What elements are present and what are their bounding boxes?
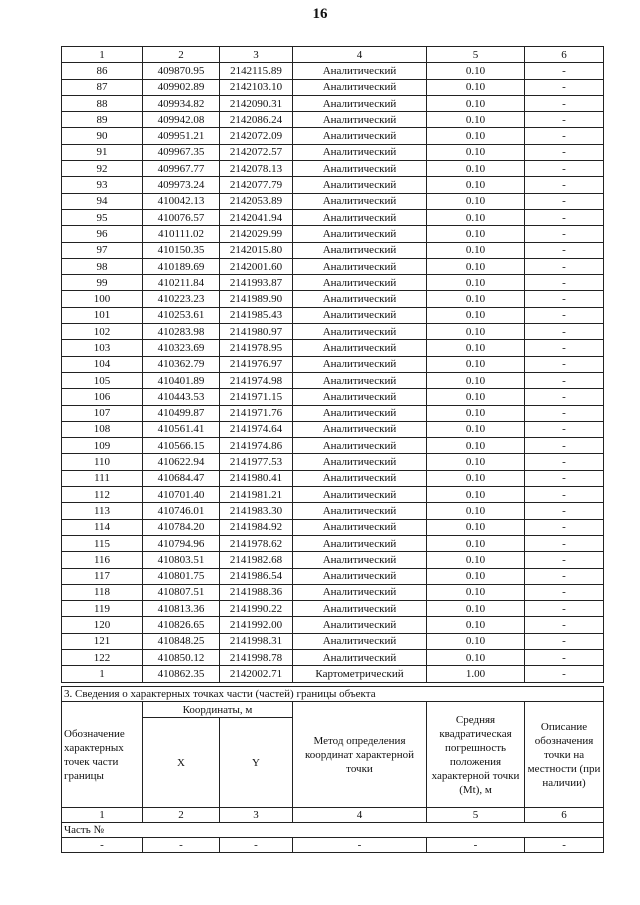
y-coordinate-cell: 2142072.57 — [220, 144, 293, 160]
table-row — [62, 438, 604, 454]
method-cell: Аналитический — [293, 193, 427, 209]
point-number-cell: 86 — [62, 63, 143, 79]
description-cell: - — [525, 291, 604, 307]
point-number-cell: 115 — [62, 535, 143, 551]
table-cell: - — [427, 838, 525, 853]
description-cell: - — [525, 535, 604, 551]
table-row — [62, 405, 604, 421]
table-cell: - — [220, 838, 293, 853]
x-coordinate-cell: 410746.01 — [143, 503, 220, 519]
x-coordinate-cell: 410111.02 — [143, 226, 220, 242]
accuracy-header: Средняя квадратическая погрешность положения характерной точки (Mt), м — [427, 702, 525, 808]
x-coordinate-cell: 410323.69 — [143, 340, 220, 356]
coordinates-group-header: Координаты, м — [143, 702, 293, 718]
x-coordinate-cell: 410223.23 — [143, 291, 220, 307]
method-cell: Аналитический — [293, 454, 427, 470]
x-coordinate-cell: 410784.20 — [143, 519, 220, 535]
description-cell: - — [525, 405, 604, 421]
point-number-cell: 118 — [62, 584, 143, 600]
x-coordinate-cell: 410850.12 — [143, 649, 220, 665]
method-cell: Аналитический — [293, 356, 427, 372]
table-row — [62, 161, 604, 177]
description-cell: - — [525, 633, 604, 649]
x-coordinate-cell: 410794.96 — [143, 535, 220, 551]
table-row — [62, 470, 604, 486]
accuracy-cell: 0.10 — [427, 128, 525, 144]
y-coordinate-cell: 2141988.36 — [220, 584, 293, 600]
method-cell: Аналитический — [293, 209, 427, 225]
table-row — [62, 649, 604, 665]
y-coordinate-cell: 3 — [220, 47, 293, 63]
method-cell: Аналитический — [293, 535, 427, 551]
point-number-cell: 107 — [62, 405, 143, 421]
description-cell: - — [525, 258, 604, 274]
table-row — [62, 356, 604, 372]
description-cell: - — [525, 601, 604, 617]
x-coordinate-cell: 410189.69 — [143, 258, 220, 274]
y-coordinate-cell: 2141976.97 — [220, 356, 293, 372]
point-number-cell: 96 — [62, 226, 143, 242]
point-number-cell: 121 — [62, 633, 143, 649]
point-number-cell: 97 — [62, 242, 143, 258]
description-cell: - — [525, 193, 604, 209]
point-number-cell: 112 — [62, 487, 143, 503]
x-coordinate-cell: 410813.36 — [143, 601, 220, 617]
x-coordinate-cell: 410211.84 — [143, 275, 220, 291]
accuracy-cell: 0.10 — [427, 291, 525, 307]
accuracy-cell: 1.00 — [427, 666, 525, 682]
table-cell: - — [143, 838, 220, 853]
y-coordinate-cell: 2142015.80 — [220, 242, 293, 258]
table-row — [62, 617, 604, 633]
method-cell: Аналитический — [293, 372, 427, 388]
table-row — [62, 601, 604, 617]
x-coordinate-cell: 410701.40 — [143, 487, 220, 503]
method-cell: Аналитический — [293, 275, 427, 291]
accuracy-cell: 0.10 — [427, 438, 525, 454]
method-cell: Аналитический — [293, 649, 427, 665]
point-number-cell: 101 — [62, 307, 143, 323]
description-cell: - — [525, 63, 604, 79]
y-coordinate-cell: 2141971.76 — [220, 405, 293, 421]
accuracy-cell: 0.10 — [427, 470, 525, 486]
point-number-cell: 99 — [62, 275, 143, 291]
x-coordinate-cell: 410362.79 — [143, 356, 220, 372]
column-number: 6 — [525, 808, 604, 823]
point-number-cell: 119 — [62, 601, 143, 617]
method-cell: Аналитический — [293, 617, 427, 633]
description-cell: - — [525, 112, 604, 128]
x-coordinate-cell: 409870.95 — [143, 63, 220, 79]
y-coordinate-cell: 2142090.31 — [220, 95, 293, 111]
table-cell: - — [293, 838, 427, 853]
table-row — [62, 112, 604, 128]
accuracy-cell: 0.10 — [427, 519, 525, 535]
x-coordinate-cell: 410622.94 — [143, 454, 220, 470]
method-header: Метод определения координат характерной точки — [293, 702, 427, 808]
table-row — [62, 666, 604, 682]
method-cell: Аналитический — [293, 95, 427, 111]
description-cell: - — [525, 503, 604, 519]
table-row — [62, 454, 604, 470]
accuracy-cell: 0.10 — [427, 112, 525, 128]
table-row — [62, 144, 604, 160]
table-row — [62, 568, 604, 584]
accuracy-cell: 0.10 — [427, 568, 525, 584]
accuracy-cell: 0.10 — [427, 193, 525, 209]
point-number-cell: 108 — [62, 421, 143, 437]
x-coordinate-cell: 409951.21 — [143, 128, 220, 144]
point-number-cell: 113 — [62, 503, 143, 519]
y-header: Y — [220, 718, 293, 808]
point-number-cell: 104 — [62, 356, 143, 372]
description-cell: - — [525, 242, 604, 258]
column-numbers-row — [62, 808, 604, 823]
y-coordinate-cell: 2142002.71 — [220, 666, 293, 682]
x-coordinate-cell: 410803.51 — [143, 552, 220, 568]
accuracy-cell: 0.10 — [427, 242, 525, 258]
empty-data-row — [62, 838, 604, 853]
table-row — [62, 633, 604, 649]
y-coordinate-cell: 2141985.43 — [220, 307, 293, 323]
method-cell: Аналитический — [293, 584, 427, 600]
method-cell: Аналитический — [293, 470, 427, 486]
x-coordinate-cell: 409942.08 — [143, 112, 220, 128]
y-coordinate-cell: 2142072.09 — [220, 128, 293, 144]
x-coordinate-cell: 409973.24 — [143, 177, 220, 193]
accuracy-cell: 0.10 — [427, 79, 525, 95]
y-coordinate-cell: 2141980.97 — [220, 324, 293, 340]
accuracy-cell: 0.10 — [427, 405, 525, 421]
description-cell: - — [525, 79, 604, 95]
x-coordinate-cell: 410499.87 — [143, 405, 220, 421]
y-coordinate-cell: 2141977.53 — [220, 454, 293, 470]
y-coordinate-cell: 2142086.24 — [220, 112, 293, 128]
table-row — [62, 79, 604, 95]
description-cell: 6 — [525, 47, 604, 63]
x-coordinate-cell: 410253.61 — [143, 307, 220, 323]
column-number: 5 — [427, 808, 525, 823]
table-row — [62, 95, 604, 111]
point-number-cell: 114 — [62, 519, 143, 535]
description-cell: - — [525, 275, 604, 291]
point-number-cell: 106 — [62, 389, 143, 405]
description-cell: - — [525, 356, 604, 372]
point-number-cell: 105 — [62, 372, 143, 388]
part-label: Часть № — [62, 823, 604, 838]
accuracy-cell: 0.10 — [427, 209, 525, 225]
x-header: X — [143, 718, 220, 808]
x-coordinate-cell: 410283.98 — [143, 324, 220, 340]
accuracy-cell: 0.10 — [427, 95, 525, 111]
x-coordinate-cell: 410076.57 — [143, 209, 220, 225]
col-designation-header: Обозначение характерных точек части границы — [62, 702, 143, 808]
y-coordinate-cell: 2141981.21 — [220, 487, 293, 503]
description-cell: - — [525, 177, 604, 193]
table-row — [62, 209, 604, 225]
y-coordinate-cell: 2141998.31 — [220, 633, 293, 649]
accuracy-cell: 0.10 — [427, 649, 525, 665]
description-cell: - — [525, 324, 604, 340]
description-cell: - — [525, 666, 604, 682]
table-row — [62, 487, 604, 503]
accuracy-cell: 0.10 — [427, 356, 525, 372]
x-coordinate-cell: 409967.35 — [143, 144, 220, 160]
accuracy-cell: 0.10 — [427, 226, 525, 242]
description-cell: - — [525, 454, 604, 470]
method-cell: Аналитический — [293, 405, 427, 421]
x-coordinate-cell: 410561.41 — [143, 421, 220, 437]
table-row — [62, 226, 604, 242]
method-cell: Аналитический — [293, 340, 427, 356]
description-cell: - — [525, 340, 604, 356]
method-cell: Аналитический — [293, 226, 427, 242]
method-cell: Аналитический — [293, 421, 427, 437]
description-cell: - — [525, 438, 604, 454]
point-number-cell: 95 — [62, 209, 143, 225]
point-number-cell: 111 — [62, 470, 143, 486]
x-coordinate-cell: 409967.77 — [143, 161, 220, 177]
description-cell: - — [525, 307, 604, 323]
accuracy-cell: 0.10 — [427, 161, 525, 177]
description-cell: - — [525, 389, 604, 405]
column-number: 2 — [143, 808, 220, 823]
description-cell: - — [525, 568, 604, 584]
accuracy-cell: 0.10 — [427, 633, 525, 649]
point-number-cell: 100 — [62, 291, 143, 307]
y-coordinate-cell: 2142053.89 — [220, 193, 293, 209]
table-row — [62, 340, 604, 356]
accuracy-cell: 0.10 — [427, 601, 525, 617]
y-coordinate-cell: 2141983.30 — [220, 503, 293, 519]
y-coordinate-cell: 2141978.95 — [220, 340, 293, 356]
accuracy-cell: 0.10 — [427, 421, 525, 437]
section-title: 3. Сведения о характерных точках части (частей) границы объекта — [62, 687, 604, 702]
description-cell: - — [525, 421, 604, 437]
accuracy-cell: 0.10 — [427, 584, 525, 600]
description-cell: - — [525, 649, 604, 665]
table-row — [62, 535, 604, 551]
x-coordinate-cell: 410801.75 — [143, 568, 220, 584]
method-cell: Аналитический — [293, 307, 427, 323]
method-cell: Аналитический — [293, 487, 427, 503]
method-cell: Аналитический — [293, 63, 427, 79]
description-header: Описание обозначения точки на местности (при наличии) — [525, 702, 604, 808]
accuracy-cell: 0.10 — [427, 177, 525, 193]
accuracy-cell: 0.10 — [427, 503, 525, 519]
point-number-cell: 122 — [62, 649, 143, 665]
point-number-cell: 87 — [62, 79, 143, 95]
point-number-cell: 116 — [62, 552, 143, 568]
method-cell: Аналитический — [293, 568, 427, 584]
table-row — [62, 307, 604, 323]
method-cell: Аналитический — [293, 324, 427, 340]
x-coordinate-cell: 410566.15 — [143, 438, 220, 454]
point-number-cell: 120 — [62, 617, 143, 633]
description-cell: - — [525, 519, 604, 535]
description-cell: - — [525, 95, 604, 111]
method-cell: Аналитический — [293, 633, 427, 649]
table-row — [62, 63, 604, 79]
method-cell: Аналитический — [293, 79, 427, 95]
table-row — [62, 128, 604, 144]
description-cell: - — [525, 372, 604, 388]
point-number-cell: 88 — [62, 95, 143, 111]
description-cell: - — [525, 487, 604, 503]
table-row — [62, 389, 604, 405]
method-cell: Аналитический — [293, 601, 427, 617]
table-row — [62, 552, 604, 568]
description-cell: - — [525, 161, 604, 177]
x-coordinate-cell: 410826.65 — [143, 617, 220, 633]
description-cell: - — [525, 226, 604, 242]
y-coordinate-cell: 2141978.62 — [220, 535, 293, 551]
y-coordinate-cell: 2141971.15 — [220, 389, 293, 405]
x-coordinate-cell: 410807.51 — [143, 584, 220, 600]
x-coordinate-cell: 410684.47 — [143, 470, 220, 486]
x-coordinate-cell: 410150.35 — [143, 242, 220, 258]
method-cell: Аналитический — [293, 552, 427, 568]
description-cell: - — [525, 209, 604, 225]
description-cell: - — [525, 617, 604, 633]
y-coordinate-cell: 2142115.89 — [220, 63, 293, 79]
y-coordinate-cell: 2141993.87 — [220, 275, 293, 291]
column-number: 3 — [220, 808, 293, 823]
y-coordinate-cell: 2141984.92 — [220, 519, 293, 535]
column-numbers-row — [62, 47, 604, 63]
page-number: 16 — [312, 6, 328, 22]
table-row — [62, 372, 604, 388]
column-number: 1 — [62, 808, 143, 823]
table-row — [62, 242, 604, 258]
y-coordinate-cell: 2142103.10 — [220, 79, 293, 95]
point-number-cell: 90 — [62, 128, 143, 144]
description-cell: - — [525, 552, 604, 568]
method-cell: Аналитический — [293, 519, 427, 535]
accuracy-cell: 0.10 — [427, 535, 525, 551]
accuracy-cell: 0.10 — [427, 487, 525, 503]
description-cell: - — [525, 144, 604, 160]
y-coordinate-cell: 2141990.22 — [220, 601, 293, 617]
point-number-cell: 98 — [62, 258, 143, 274]
y-coordinate-cell: 2141980.41 — [220, 470, 293, 486]
table-cell: - — [525, 838, 604, 853]
y-coordinate-cell: 2142041.94 — [220, 209, 293, 225]
x-coordinate-cell: 409934.82 — [143, 95, 220, 111]
accuracy-cell: 0.10 — [427, 372, 525, 388]
method-cell: Аналитический — [293, 389, 427, 405]
point-number-cell: 89 — [62, 112, 143, 128]
table-row — [62, 324, 604, 340]
column-number: 4 — [293, 808, 427, 823]
point-number-cell: 1 — [62, 47, 143, 63]
y-coordinate-cell: 2142077.79 — [220, 177, 293, 193]
method-cell: Аналитический — [293, 258, 427, 274]
y-coordinate-cell: 2141974.64 — [220, 421, 293, 437]
method-cell: Аналитический — [293, 128, 427, 144]
point-number-cell: 91 — [62, 144, 143, 160]
y-coordinate-cell: 2141986.54 — [220, 568, 293, 584]
accuracy-cell: 0.10 — [427, 617, 525, 633]
accuracy-cell: 0.10 — [427, 63, 525, 79]
accuracy-cell: 5 — [427, 47, 525, 63]
accuracy-cell: 0.10 — [427, 258, 525, 274]
part-boundary-points-table — [61, 686, 604, 853]
point-number-cell: 109 — [62, 438, 143, 454]
x-coordinate-cell: 2 — [143, 47, 220, 63]
table-row — [62, 193, 604, 209]
method-cell: Картометрический — [293, 666, 427, 682]
point-number-cell: 102 — [62, 324, 143, 340]
table-row — [62, 519, 604, 535]
method-cell: Аналитический — [293, 291, 427, 307]
method-cell: Аналитический — [293, 438, 427, 454]
y-coordinate-cell: 2141974.98 — [220, 372, 293, 388]
accuracy-cell: 0.10 — [427, 307, 525, 323]
y-coordinate-cell: 2141982.68 — [220, 552, 293, 568]
coordinates-table — [61, 46, 604, 683]
y-coordinate-cell: 2141998.78 — [220, 649, 293, 665]
method-cell: Аналитический — [293, 503, 427, 519]
x-coordinate-cell: 410862.35 — [143, 666, 220, 682]
x-coordinate-cell: 410848.25 — [143, 633, 220, 649]
method-cell: Аналитический — [293, 144, 427, 160]
method-cell: 4 — [293, 47, 427, 63]
method-cell: Аналитический — [293, 112, 427, 128]
point-number-cell: 92 — [62, 161, 143, 177]
y-coordinate-cell: 2141992.00 — [220, 617, 293, 633]
x-coordinate-cell: 410042.13 — [143, 193, 220, 209]
accuracy-cell: 0.10 — [427, 275, 525, 291]
point-number-cell: 117 — [62, 568, 143, 584]
table-row — [62, 421, 604, 437]
method-cell: Аналитический — [293, 177, 427, 193]
accuracy-cell: 0.10 — [427, 340, 525, 356]
accuracy-cell: 0.10 — [427, 324, 525, 340]
x-coordinate-cell: 409902.89 — [143, 79, 220, 95]
x-coordinate-cell: 410401.89 — [143, 372, 220, 388]
description-cell: - — [525, 584, 604, 600]
y-coordinate-cell: 2141974.86 — [220, 438, 293, 454]
y-coordinate-cell: 2142029.99 — [220, 226, 293, 242]
method-cell: Аналитический — [293, 161, 427, 177]
point-number-cell: 110 — [62, 454, 143, 470]
table-row — [62, 291, 604, 307]
y-coordinate-cell: 2141989.90 — [220, 291, 293, 307]
table-row — [62, 177, 604, 193]
y-coordinate-cell: 2142078.13 — [220, 161, 293, 177]
table-row — [62, 258, 604, 274]
table-row — [62, 584, 604, 600]
table-row — [62, 275, 604, 291]
point-number-cell: 1 — [62, 666, 143, 682]
point-number-cell: 103 — [62, 340, 143, 356]
accuracy-cell: 0.10 — [427, 389, 525, 405]
point-number-cell: 93 — [62, 177, 143, 193]
table-row — [62, 503, 604, 519]
y-coordinate-cell: 2142001.60 — [220, 258, 293, 274]
accuracy-cell: 0.10 — [427, 144, 525, 160]
description-cell: - — [525, 470, 604, 486]
x-coordinate-cell: 410443.53 — [143, 389, 220, 405]
table-cell: - — [62, 838, 143, 853]
point-number-cell: 94 — [62, 193, 143, 209]
method-cell: Аналитический — [293, 242, 427, 258]
accuracy-cell: 0.10 — [427, 552, 525, 568]
accuracy-cell: 0.10 — [427, 454, 525, 470]
description-cell: - — [525, 128, 604, 144]
